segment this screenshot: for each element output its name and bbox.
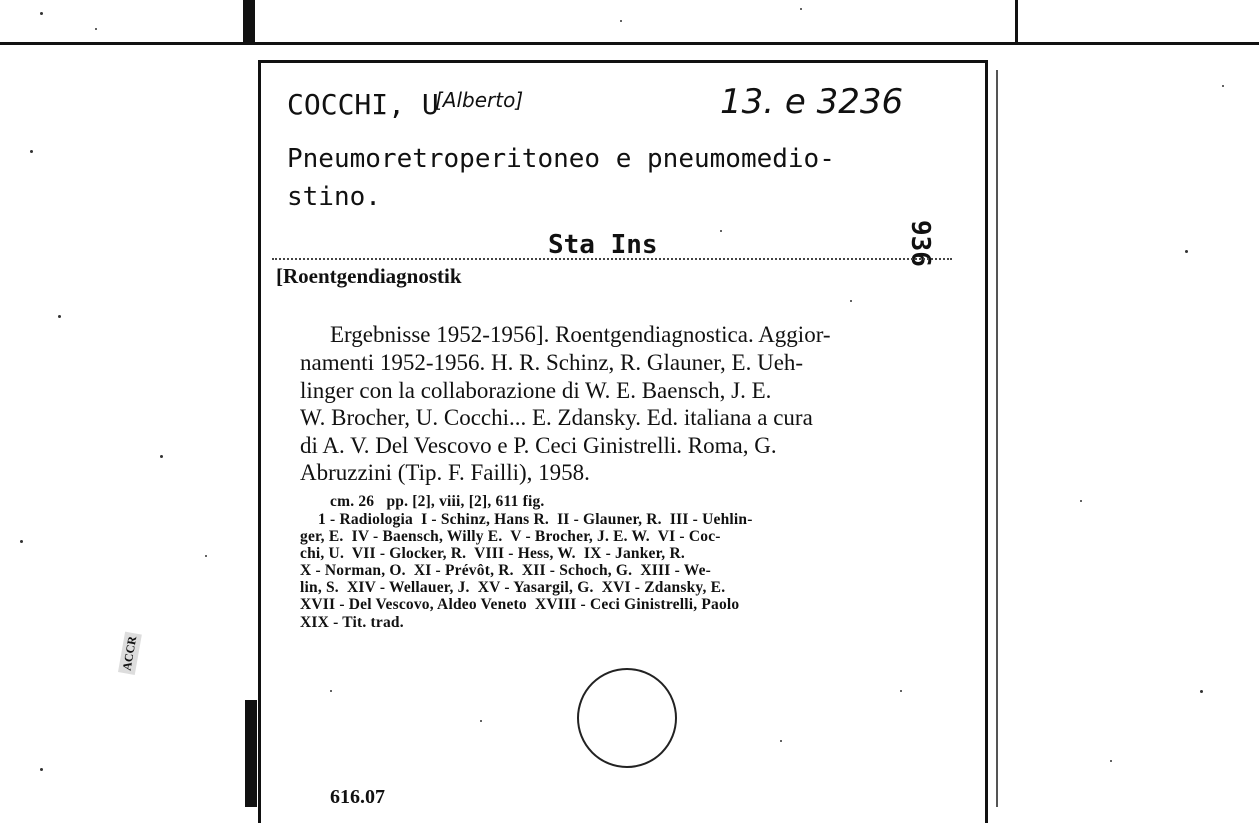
- upper-card-right-edge: [1015, 0, 1018, 44]
- title-line-1: Pneumoretroperitoneo e pneumomedio-: [287, 144, 835, 174]
- body-line: namenti 1952-1956. H. R. Schinz, R. Glauner, E. Ueh-: [300, 350, 804, 375]
- shelfmark: 13. e 3236: [720, 82, 904, 122]
- subject-line: X - Norman, O. XI - Prévôt, R. XII - Schoch, G. XIII - We-: [300, 562, 712, 579]
- body-line: linger con la collaborazione di W. E. Baensch, J. E.: [300, 378, 772, 403]
- title-line-2: stino.: [287, 182, 381, 212]
- classification-number: 616.07: [330, 786, 385, 808]
- margin-stamp: ACCR: [118, 632, 142, 675]
- body-line: W. Brocher, U. Cocchi... E. Zdansky. Ed. italiana a cura: [300, 405, 813, 430]
- subject-line: lin, S. XIV - Wellauer, J. XV - Yasargil, G. XVI - Zdansky, E.: [300, 579, 726, 596]
- separator-line: [272, 258, 952, 260]
- body-line: Abruzzini (Tip. F. Failli), 1958.: [300, 460, 590, 485]
- subject-line: chi, U. VII - Glocker, R. VIII - Hess, W. IX - Janker, R.: [300, 545, 685, 562]
- collation: cm. 26 pp. [2], viii, [2], 611 fig.: [330, 493, 545, 510]
- body-line: Ergebnisse 1952-1956]. Roentgendiagnostica. Aggior-: [330, 322, 831, 347]
- author-typed: COCCHI, U: [287, 88, 439, 121]
- subject-line: XIX - Tit. trad.: [300, 614, 404, 631]
- card-left-shadow: [245, 700, 257, 807]
- series-heading: [Roentgendiagnostik: [276, 264, 462, 288]
- subject-line: XVII - Del Vescovo, Aldeo Veneto XVIII - Ceci Ginistrelli, Paolo: [300, 596, 740, 613]
- author-handwritten: [Alberto]: [435, 88, 524, 112]
- card-right-tick: [996, 70, 998, 807]
- location-code: Sta Ins: [548, 230, 658, 260]
- vertical-number: 936: [905, 220, 935, 267]
- punch-hole: [577, 668, 677, 768]
- subject-line: ger, E. IV - Baensch, Willy E. V - Brocher, J. E. W. VI - Coc-: [300, 528, 721, 545]
- subject-line: 1 - Radiologia I - Schinz, Hans R. II - Glauner, R. III - Uehlin-: [318, 511, 753, 528]
- body-line: di A. V. Del Vescovo e P. Ceci Ginistrelli. Roma, G.: [300, 433, 777, 458]
- top-rule: [0, 42, 1259, 45]
- upper-card-left-edge: [243, 0, 255, 44]
